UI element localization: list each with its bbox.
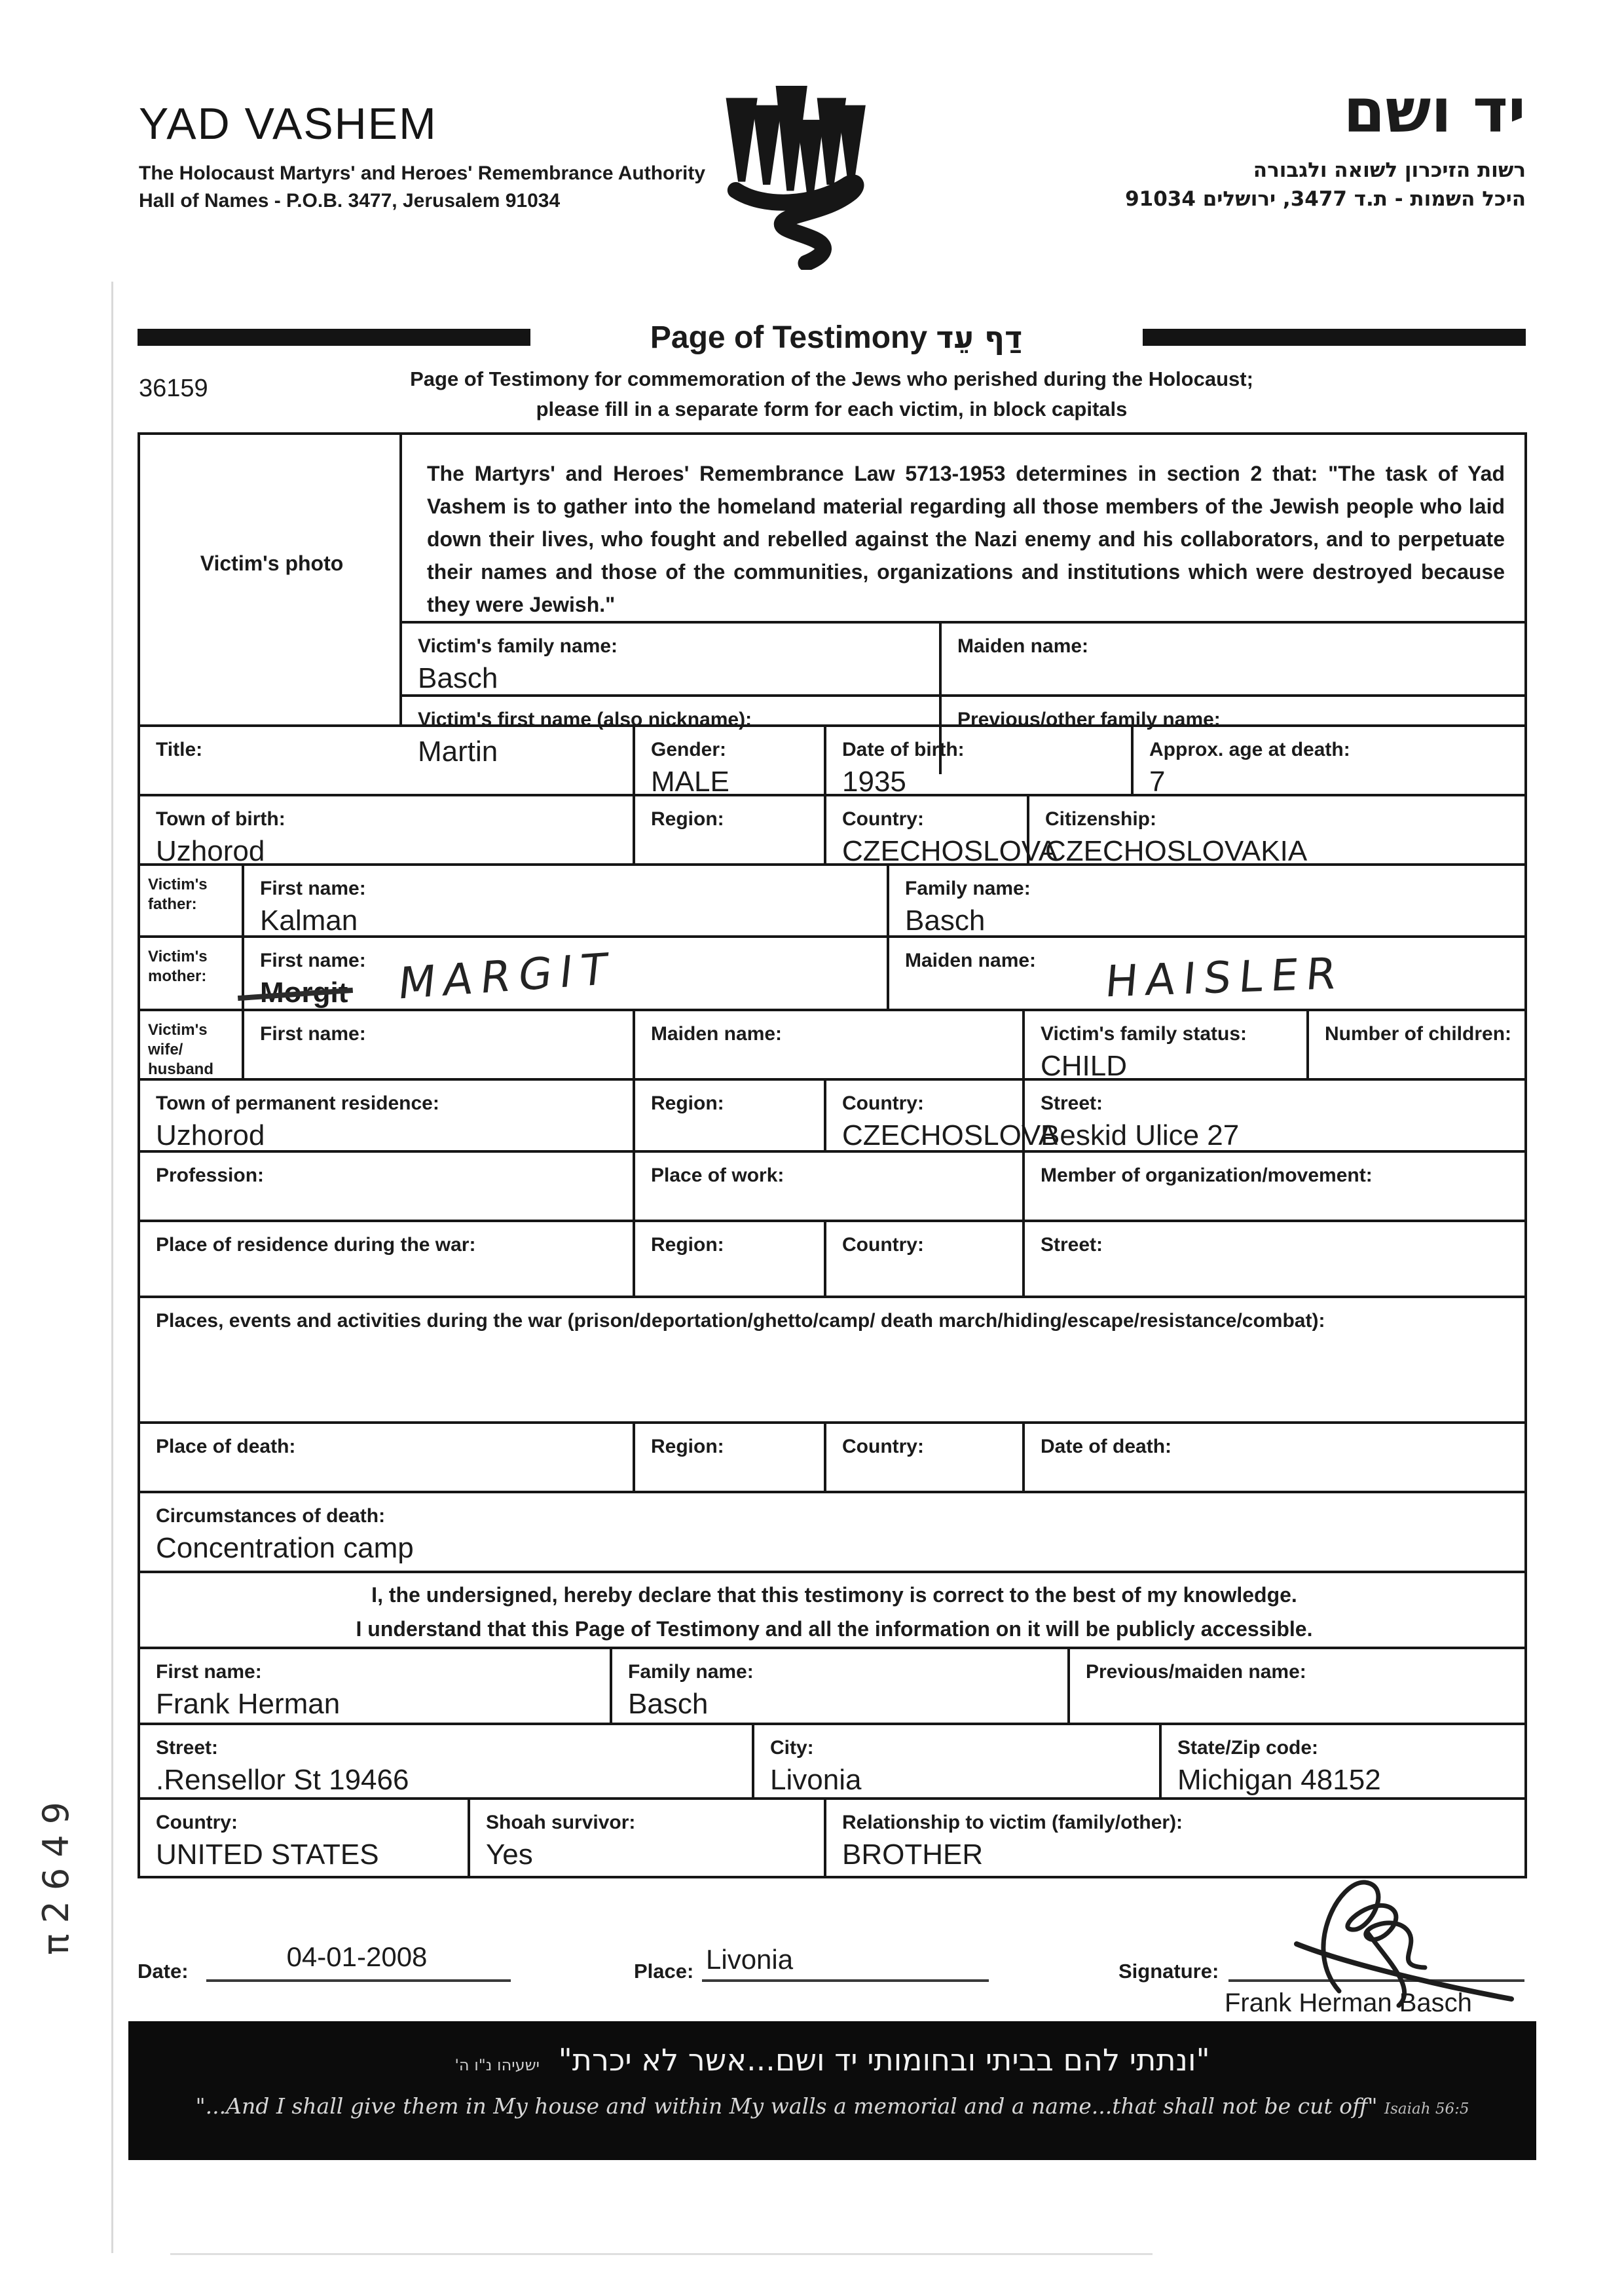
field-father-first-name <box>242 866 887 935</box>
field-label: Date of death: <box>1041 1436 1172 1457</box>
field-label: Country: <box>842 1436 924 1457</box>
field-value: Basch <box>418 662 498 694</box>
place-label: Place: <box>634 1960 694 1983</box>
war-residence-row <box>140 1220 1524 1296</box>
field-spouse-maiden-name <box>633 1011 1022 1078</box>
field-label: Shoah survivor: <box>486 1812 636 1833</box>
field-organization <box>1022 1153 1524 1220</box>
field-spouse-first-name <box>242 1011 633 1078</box>
field-birth-region <box>633 796 824 863</box>
places-events-row <box>140 1296 1524 1421</box>
field-label: Number of children: <box>1325 1023 1512 1045</box>
field-birth-country <box>824 796 1058 867</box>
field-residence-street <box>1022 1081 1524 1150</box>
page-title-hebrew: דַף עֵד <box>936 320 1023 355</box>
field-label: Town of permanent residence: <box>156 1092 439 1114</box>
field-value <box>651 1068 1010 1072</box>
field-label: Town of birth: <box>156 808 286 830</box>
field-value <box>651 1480 812 1484</box>
banner-hebrew-citation: ישעיהו נ"ו ה' <box>454 2056 540 2074</box>
field-label: First name: <box>260 878 366 899</box>
field-place-of-death <box>140 1424 633 1491</box>
field-value: Basch <box>628 1688 709 1720</box>
field-mother-maiden-name <box>887 938 1524 1009</box>
field-age-at-death <box>1131 727 1524 798</box>
field-label: Places, events and activities during the war (prison/deportation/ghetto/camp/ death march/hiding/escape/resistance/combat): <box>156 1310 1325 1332</box>
declaration-line1: I, the undersigned, hereby declare that this testimony is correct to the best of my knowledge. <box>371 1583 1297 1607</box>
field-label: Family name: <box>628 1661 754 1683</box>
field-submitter-state-zip <box>1159 1725 1524 1797</box>
field-label: Maiden name: <box>651 1023 783 1045</box>
banner-english-line <box>128 2093 1536 2119</box>
victim-photo-box <box>140 435 402 724</box>
field-value: CZECHOSLOVAKIA <box>1045 835 1308 867</box>
field-label: Victim's father: <box>148 876 208 913</box>
field-value: Basch <box>905 905 986 937</box>
field-label: Country: <box>156 1812 238 1833</box>
declaration-row <box>140 1571 1524 1647</box>
header-right-hebrew <box>1080 76 1526 214</box>
field-value: Concentration camp <box>156 1532 414 1564</box>
intro-line1: Page of Testimony for commemoration of the Jews who perished during the Holocaust; <box>410 367 1253 390</box>
field-label: Street: <box>1041 1092 1103 1114</box>
field-label: Country: <box>842 1234 924 1256</box>
father-side-label <box>140 866 242 935</box>
field-label: Street: <box>1041 1234 1103 1256</box>
field-value: MALE <box>651 766 729 798</box>
field-residence-town <box>140 1081 633 1150</box>
field-label: Region: <box>651 1092 724 1114</box>
field-death-region <box>633 1424 824 1491</box>
field-label: Place of work: <box>651 1165 784 1186</box>
birth-row <box>140 794 1524 867</box>
field-label: Street: <box>156 1737 219 1759</box>
date-underline <box>206 1979 511 1982</box>
field-value: CHILD <box>1041 1050 1128 1082</box>
field-value <box>1086 1712 1513 1716</box>
circumstances-row <box>140 1491 1524 1571</box>
field-value <box>1041 1285 1513 1289</box>
field-label: Maiden name: <box>957 635 1089 657</box>
field-label: Gender: <box>651 739 727 760</box>
field-places-events <box>140 1298 1524 1421</box>
title-divider-bar-left <box>138 329 530 346</box>
family-name-row <box>402 621 1524 694</box>
field-date-of-birth <box>824 727 1131 798</box>
field-value: 1935 <box>842 766 906 798</box>
submitter-name-row <box>140 1647 1524 1723</box>
field-value: Uzhorod <box>156 835 265 867</box>
field-value <box>156 783 621 787</box>
field-label: Country: <box>842 1092 924 1114</box>
field-war-residence <box>140 1222 633 1296</box>
field-value: Kalman <box>260 905 358 937</box>
field-war-region <box>633 1222 824 1296</box>
remembrance-law-text: The Martyrs' and Heroes' Remembrance Law 5713-1953 determines in section 2 that: "The task of Yad Vashem is to gather into the homeland material regarding all those members of the Jewish people who laid down their lives, who fought and rebelled against the Nazi enemy and his collaborators, and to perpetuate their names and those of the communities, organizations and institutions which were destroyed because they were Jewish." <box>427 462 1505 616</box>
field-value <box>651 1140 812 1144</box>
field-value: Yes <box>486 1838 533 1871</box>
mother-row <box>140 935 1524 1009</box>
banner-hebrew-line <box>128 2042 1536 2083</box>
field-value: .Rensellor St 19466 <box>156 1764 409 1796</box>
residence-row <box>140 1078 1524 1150</box>
submitter-address-row <box>140 1723 1524 1797</box>
field-label: First name: <box>156 1661 262 1683</box>
field-death-country <box>824 1424 1022 1491</box>
title-band <box>138 320 1526 356</box>
field-place-of-work <box>633 1153 1022 1220</box>
field-value <box>156 1480 621 1484</box>
field-label: Circumstances of death: <box>156 1505 386 1527</box>
scan-artifact-bottom-line <box>170 2253 1153 2255</box>
field-label: Member of organization/movement: <box>1041 1165 1373 1186</box>
banner-english-quote: "...And I shall give them in My house and within My walls a memorial and a name...that shall not be cut off" <box>195 2093 1378 2119</box>
field-label: Previous/other family name: <box>957 709 1221 730</box>
field-father-family-name <box>887 866 1524 935</box>
banner-english-citation: Isaiah 56:5 <box>1384 2100 1469 2118</box>
scan-artifact-vertical-line <box>111 282 113 2253</box>
field-label: Region: <box>651 1436 724 1457</box>
mother-first-name-handwritten: MARGIT <box>396 943 618 1009</box>
field-value <box>1041 1209 1513 1213</box>
field-value <box>842 1480 1010 1484</box>
field-label: Region: <box>651 1234 724 1256</box>
intro-text <box>341 364 1323 424</box>
field-relationship-to-victim <box>824 1800 1524 1876</box>
field-label: State/Zip code: <box>1177 1737 1319 1759</box>
field-label: Region: <box>651 808 724 830</box>
mother-side-label <box>140 938 242 1009</box>
field-value: Beskid Ulice 27 <box>1041 1119 1240 1151</box>
field-citizenship <box>1027 796 1524 867</box>
yad-vashem-menorah-logo-icon <box>694 60 884 270</box>
field-residence-region <box>633 1081 824 1150</box>
field-victim-maiden-name <box>939 624 1524 694</box>
field-label: Victim's family name: <box>418 635 618 657</box>
mother-first-name-typed-struck: Morgit <box>260 977 348 1009</box>
signature-label: Signature: <box>1118 1960 1219 1983</box>
declaration-line2: I understand that this Page of Testimony and all the information on it will be publicly accessible. <box>356 1617 1313 1641</box>
org-name-hebrew: יד ושם <box>1343 76 1526 146</box>
field-label: Victim's family status: <box>1041 1023 1247 1045</box>
field-submitter-city <box>752 1725 1159 1797</box>
date-label: Date: <box>138 1960 189 1983</box>
field-number-of-children <box>1306 1011 1524 1078</box>
field-label: Date of birth: <box>842 739 965 760</box>
signature-section <box>138 1932 1527 2030</box>
field-label: City: <box>770 1737 814 1759</box>
page-title <box>557 320 1133 356</box>
field-label: Family name: <box>905 878 1031 899</box>
field-label: Victim's mother: <box>148 948 208 985</box>
field-value <box>1041 1480 1513 1484</box>
field-profession <box>140 1153 633 1220</box>
field-label: Previous/maiden name: <box>1086 1661 1306 1683</box>
field-family-status <box>1022 1011 1306 1082</box>
banner-hebrew-quote: "ונתתי להם בביתי ובחומותי יד ושם...אשר לא יכרת" <box>558 2042 1210 2078</box>
field-value: Uzhorod <box>156 1119 265 1151</box>
place-value: Livonia <box>706 1944 794 1975</box>
field-war-country <box>824 1222 1022 1296</box>
handwritten-margin-number: π2649 <box>35 1791 77 1955</box>
field-submitter-previous-maiden-name <box>1067 1649 1524 1723</box>
mother-maiden-name-handwritten: HAISLER <box>1103 948 1346 1007</box>
org-subtitle-line1: The Holocaust Martyrs' and Heroes' Remembrance Authority <box>139 162 706 184</box>
field-submitter-street <box>140 1725 752 1797</box>
field-value: 7 <box>1149 766 1166 798</box>
date-value: 04-01-2008 <box>286 1941 428 1972</box>
field-value <box>156 1411 1513 1415</box>
signer-name: Frank Herman Basch <box>1225 1988 1472 2017</box>
field-gender <box>633 727 824 798</box>
field-value <box>1325 1068 1513 1072</box>
title-gender-row <box>140 724 1524 798</box>
field-label: Maiden name: <box>905 950 1037 971</box>
field-value <box>156 1285 621 1289</box>
victim-photo-label: Victim's photo <box>200 551 344 575</box>
field-value <box>651 853 812 857</box>
submitter-country-row <box>140 1797 1524 1876</box>
field-value: UNITED STATES <box>156 1838 379 1871</box>
field-label: Victim's first name (also nickname): <box>418 709 752 730</box>
field-value <box>957 684 1513 688</box>
field-label: First name: <box>260 1023 366 1045</box>
field-label: Country: <box>842 808 924 830</box>
field-label: Victim's wife/ husband <box>148 1021 213 1078</box>
field-submitter-family-name <box>610 1649 1067 1723</box>
field-label: Citizenship: <box>1045 808 1156 830</box>
org-subtitle-hebrew-line2: היכל השמות - ת.ד 3477, ירושלים 91034 <box>1125 187 1526 211</box>
field-label: Place of death: <box>156 1436 296 1457</box>
title-divider-bar-right <box>1143 329 1526 346</box>
field-value: Frank Herman <box>156 1688 341 1720</box>
field-label: Place of residence during the war: <box>156 1234 476 1256</box>
field-value: Michigan 48152 <box>1177 1764 1381 1796</box>
field-label: Profession: <box>156 1165 265 1186</box>
field-label: Title: <box>156 739 203 760</box>
field-submitter-country <box>140 1800 468 1876</box>
field-mother-first-name <box>242 938 887 1009</box>
spouse-side-label <box>140 1011 242 1078</box>
father-row <box>140 863 1524 935</box>
org-subtitle-hebrew-line1: רשות הזיכרון לשואה ולגבורה <box>1253 159 1526 182</box>
field-value <box>260 1068 621 1072</box>
field-war-street <box>1022 1222 1524 1296</box>
page-title-english: Page of Testimony <box>650 320 928 355</box>
field-value <box>842 1285 1010 1289</box>
field-value <box>651 1209 1010 1213</box>
field-value: CZECHOSLOVA <box>842 1119 1058 1151</box>
org-subtitle-line2: Hall of Names - P.O.B. 3477, Jerusalem 91034 <box>139 190 561 212</box>
org-name: YAD VASHEM <box>139 99 437 149</box>
spouse-row <box>140 1009 1524 1082</box>
field-value: Martin <box>418 736 498 768</box>
declaration-text <box>140 1573 1524 1647</box>
header-left <box>139 98 705 215</box>
death-row <box>140 1421 1524 1491</box>
field-label: First name: <box>260 950 366 971</box>
field-shoah-survivor <box>468 1800 824 1876</box>
place-underline <box>702 1979 989 1982</box>
field-value <box>651 1285 812 1289</box>
field-date-of-death <box>1022 1424 1524 1491</box>
field-submitter-first-name <box>140 1649 610 1723</box>
field-label: Approx. age at death: <box>1149 739 1350 760</box>
field-value: CZECHOSLOVA <box>842 835 1058 867</box>
intro-line2: please fill in a separate form for each victim, in block capitals <box>536 398 1128 420</box>
field-residence-country <box>824 1081 1058 1151</box>
form-number: 36159 <box>139 375 208 402</box>
field-town-of-birth <box>140 796 633 867</box>
field-victim-family-name <box>402 624 939 694</box>
profession-row <box>140 1150 1524 1220</box>
field-title <box>140 727 633 794</box>
testimony-form-table <box>138 432 1527 1878</box>
memorial-quote-banner <box>128 2021 1536 2160</box>
field-label: Relationship to victim (family/other): <box>842 1812 1183 1833</box>
field-value <box>156 1209 621 1213</box>
field-circumstances-of-death <box>140 1493 1524 1571</box>
field-value: BROTHER <box>842 1838 984 1871</box>
field-value: Livonia <box>770 1764 862 1796</box>
